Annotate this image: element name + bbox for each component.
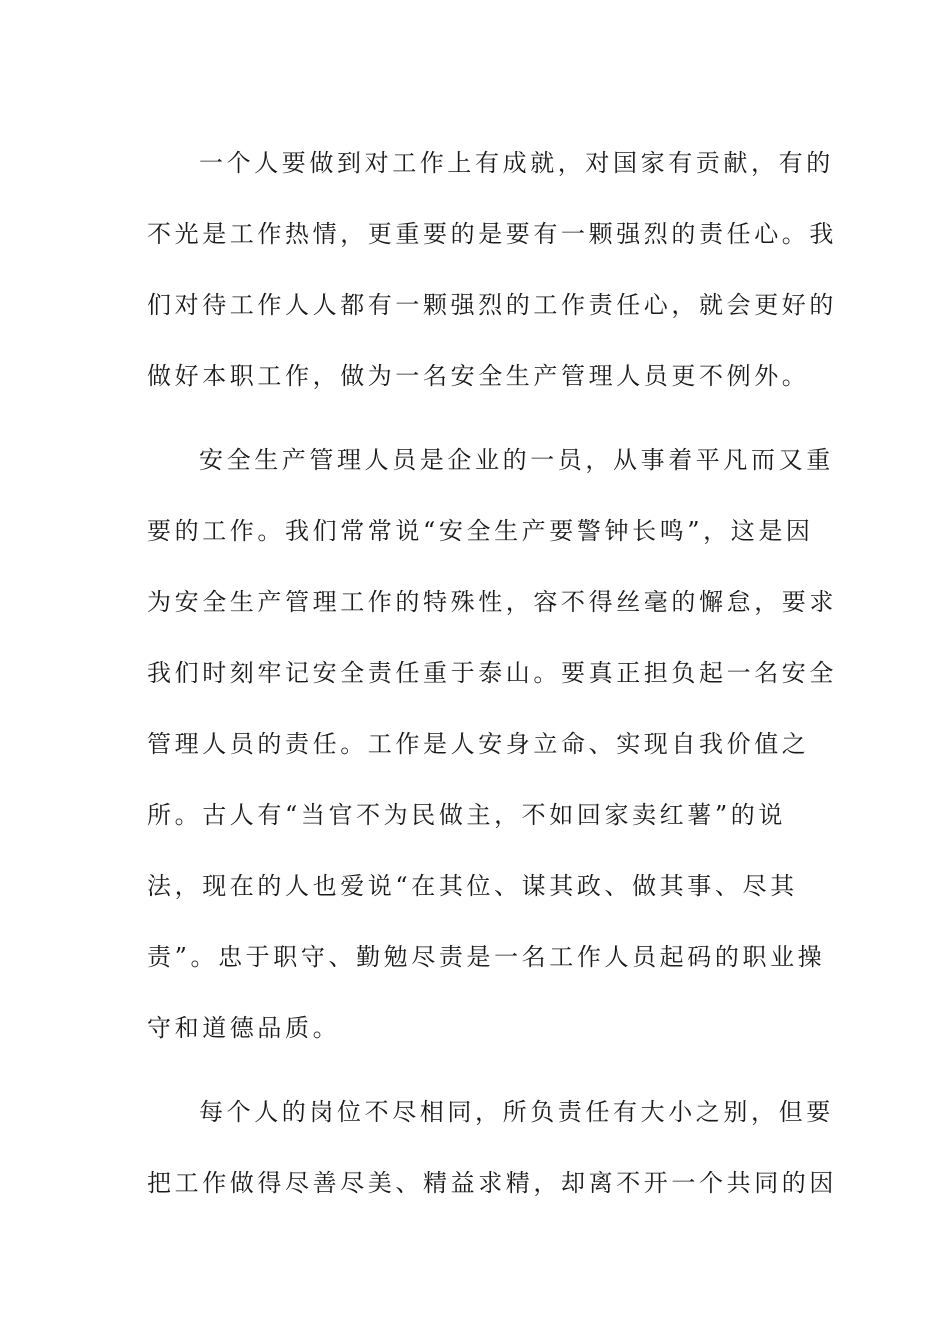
text-line: 把工作做得尽善尽美、精益求精，却离不开一个共同的因 <box>147 1169 837 1197</box>
text-line: 所。古人有“当官不为民做主，不如回家卖红薯”的说 <box>147 801 786 829</box>
paragraph-spacing <box>147 412 783 425</box>
text-line: 责”。忠于职守、勤勉尽责是一名工作人员起码的职业操 <box>147 943 826 971</box>
text-line: 不光是工作热情，更重要的是要有一颗强烈的责任心。我 <box>147 220 837 248</box>
text-line: 们对待工作人人都有一颗强烈的工作责任心，就会更好的 <box>147 291 837 319</box>
paragraph <box>147 1077 837 1219</box>
text-line: 为安全生产管理工作的特殊性，容不得丝毫的懈怠，要求 <box>147 588 837 616</box>
text-line: 法，现在的人也爱说“在其位、谋其政、做其事、尽其 <box>147 872 798 900</box>
text-line: 安全生产管理人员是企业的一员，从事着平凡而又重 <box>199 446 834 474</box>
text-line: 每个人的岗位不尽相同，所负责任有大小之别，但要 <box>199 1098 834 1126</box>
paragraph-spacing <box>147 1064 783 1077</box>
paragraph <box>147 128 837 412</box>
document-body <box>147 128 837 1219</box>
text-line: 管理人员的责任。工作是人安身立命、实现自我价值之 <box>147 730 810 758</box>
paragraph <box>147 425 837 1064</box>
text-line: 守和道德品质。 <box>147 1014 341 1042</box>
text-line: 一个人要做到对工作上有成就，对国家有贡献，有的 <box>199 149 834 177</box>
text-line: 我们时刻牢记安全责任重于泰山。要真正担负起一名安全 <box>147 659 837 687</box>
text-line: 做好本职工作，做为一名安全生产管理人员更不例外。 <box>147 362 810 390</box>
text-line: 要的工作。我们常常说“安全生产要警钟长鸣”，这是因 <box>147 517 814 545</box>
